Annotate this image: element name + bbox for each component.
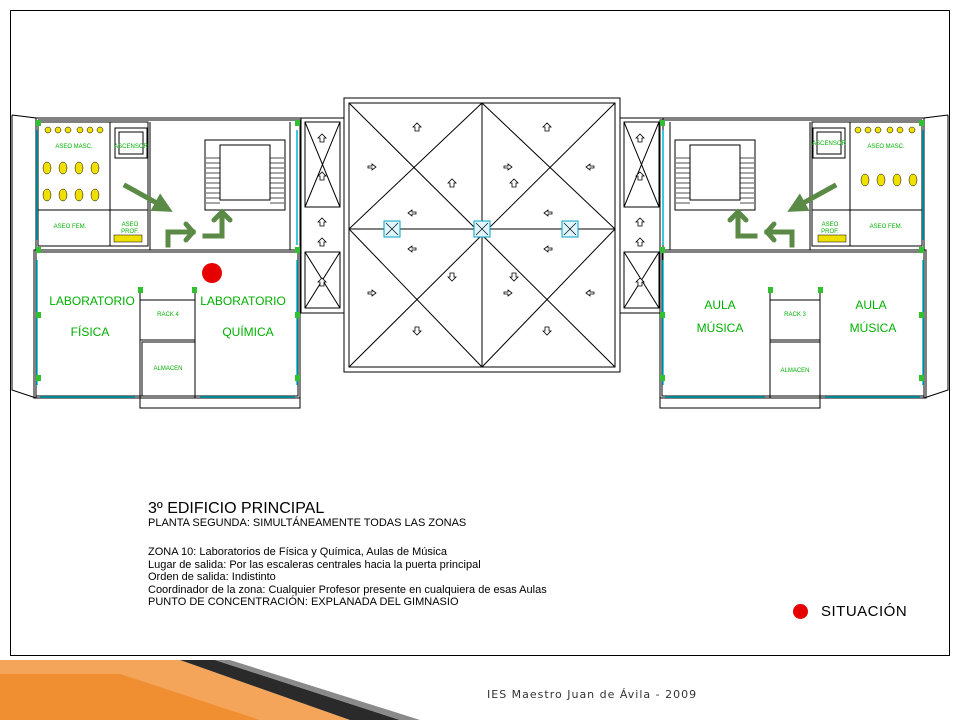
label-aula-musica-right-2: MÚSICA	[849, 321, 897, 335]
label-aula-musica-right-1: AULA	[855, 298, 887, 312]
left-stair-treads	[206, 158, 284, 203]
label-lab-quimica-1: LABORATORIO	[200, 294, 286, 308]
label-aseo-fem-right: ASEO FEM.	[869, 224, 903, 230]
label-aseo-prof-left-2: PROF.	[121, 229, 139, 235]
label-almacen-left: ALMACEN	[153, 366, 183, 372]
legend	[793, 603, 907, 620]
evacuation-info	[148, 500, 708, 609]
label-aula-musica-left-2: MÚSICA	[696, 321, 744, 335]
label-ascensor-left: ASCENSOR	[114, 144, 148, 150]
label-aseo-prof-right-1: ASEO	[821, 222, 839, 228]
label-lab-fisica-1: LABORATORIO	[49, 294, 135, 308]
label-aseo-fem-left: ASEO FEM.	[53, 224, 87, 230]
label-ascensor-right: ASCENSOR	[812, 141, 846, 147]
label-aseo-masc-right: ASEO MASC.	[867, 144, 905, 150]
label-lab-fisica-2: FÍSICA	[70, 325, 110, 339]
legend-situacion-dot	[793, 604, 808, 619]
info-line-orden: Orden de salida: Indistinto	[148, 571, 276, 584]
situacion-marker	[202, 263, 222, 283]
room-labels	[49, 141, 905, 374]
info-line-lugar: Lugar de salida: Por las escaleras centrales hacia la puerta principal	[148, 558, 481, 571]
label-aseo-prof-left-1: ASEO	[121, 222, 139, 228]
right-stair-treads	[676, 158, 754, 203]
label-aula-musica-left-1: AULA	[704, 298, 736, 312]
info-line-coordinador: Coordinador de la zona: Cualquier Profesor presente en cualquiera de esas Aulas	[148, 583, 547, 596]
label-almacen-right: ALMACEN	[780, 368, 810, 374]
right-wing	[657, 115, 948, 408]
label-rack-right: RACK 3	[784, 312, 806, 318]
building-title: 3º EDIFICIO PRINCIPAL	[148, 500, 325, 517]
right-windows	[663, 130, 923, 397]
floor-subtitle: PLANTA SEGUNDA: SIMULTÁNEAMENTE TODAS LAS ZONAS	[148, 517, 467, 529]
info-line-punto: PUNTO DE CONCENTRACIÓN: EXPLANADA DEL GIMNASIO	[148, 596, 459, 609]
label-lab-quimica-2: QUÍMICA	[222, 325, 274, 339]
footer-credit: IES Maestro Juan de Ávila - 2009	[487, 688, 698, 701]
label-rack-left: RACK 4	[157, 312, 179, 318]
info-line-zona: ZONA 10: Laboratorios de Física y Química, Aulas de Música	[148, 546, 447, 558]
label-aseo-prof-right-2: PROF.	[821, 229, 839, 235]
legend-situacion-label: SITUACIÓN	[821, 603, 908, 620]
label-aseo-masc-left: ASEO MASC.	[55, 144, 93, 150]
left-wing	[12, 115, 303, 408]
